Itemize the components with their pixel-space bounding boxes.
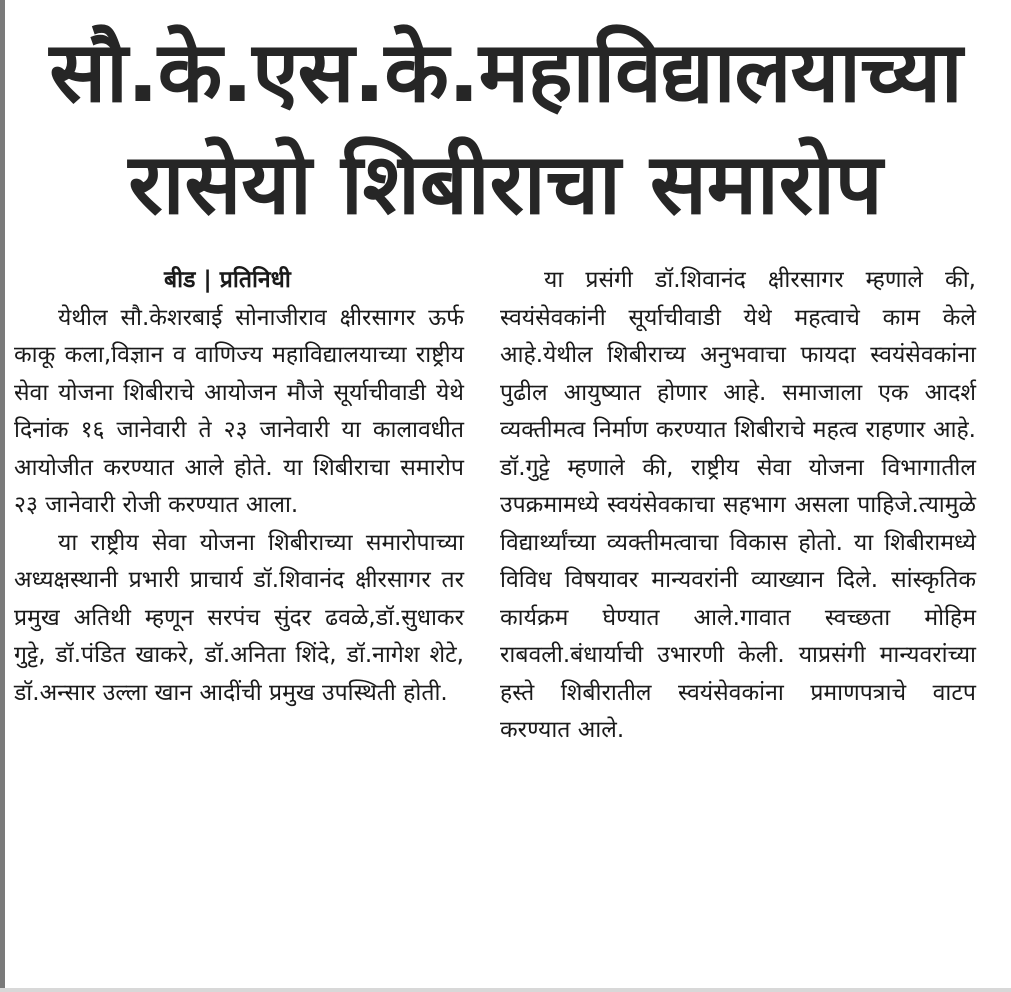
article-column-left [14,262,464,712]
headline-line-2: रासेयो शिबीराचा समारोप [128,135,883,233]
headline-line-1: सौ.के.एस.के.महाविद्यालयाच्या [49,23,962,121]
article-column-right [500,262,976,750]
dateline: बीड | प्रतिनिधी [164,267,291,293]
article-paragraph: येथील सौ.केशरबाई सोनाजीराव क्षीरसागर ऊर्फ काकू कला,विज्ञान व वाणिज्य महाविद्यालयाच्या राष्ट्रीय सेवा योजना शिबीराचे आयोजन मौजे सूर्याचीवाडी येथे दिनांक १६ जानेवारी ते २३ जानेवारी या कालावधीत आयोजीत करण्यात आले होते. या शिबीराचा समारोप २३ जानेवारी रोजी करण्यात आला. [14,304,464,518]
article-paragraph: या राष्ट्रीय सेवा योजना शिबीराच्या समारोपाच्या अध्यक्षस्थानी प्रभारी प्राचार्य डॉ.शिवानंद क्षीरसागर तर प्रमुख अतिथी म्हणून सरपंच सुंदर ढवळे,डॉ.सुधाकर गुट्टे, डॉ.पंडित खाकरे, डॉ.अनिता शिंदे, डॉ.नागेश शेटे, डॉ.अन्सार उल्ला खान आदींची प्रमुख उपस्थिती होती. [14,529,464,706]
bottom-edge [0,988,1011,992]
article-paragraph: या प्रसंगी डॉ.शिवानंद क्षीरसागर म्हणाले की, स्वयंसेवकांनी सूर्याचीवाडी येथे महत्वाचे काम केले आहे.येथील शिबीराच्य अनुभवाचा फायदा स्वयंसेवकांना पुढील आयुष्यात होणार आहे. समाजाला एक आदर्श व्यक्तीमत्व निर्माण करण्यात शिबीराचे महत्व राहणार आहे. डॉ.गुट्टे म्हणाले की, राष्ट्रीय सेवा योजना विभागातील उपक्रमामध्ये स्वयंसेवकाचा सहभाग असला पाहिजे.त्यामुळे विद्यार्थ्यांच्या व्यक्तीमत्वाचा विकास होतो. या शिबीरामध्ये विविध विषयावर मान्यवरांनी व्याख्यान दिले. सांस्कृतिक कार्यक्रम घेण्यात आले.गावात स्वच्छता मोहिम राबवली.बंधार्याची उभारणी केली. याप्रसंगी मान्यवरांच्या हस्ते शिबीरातील स्वयंसेवकांना प्रमाणपत्राचे वाटप करण्यात आले. [500,267,976,743]
